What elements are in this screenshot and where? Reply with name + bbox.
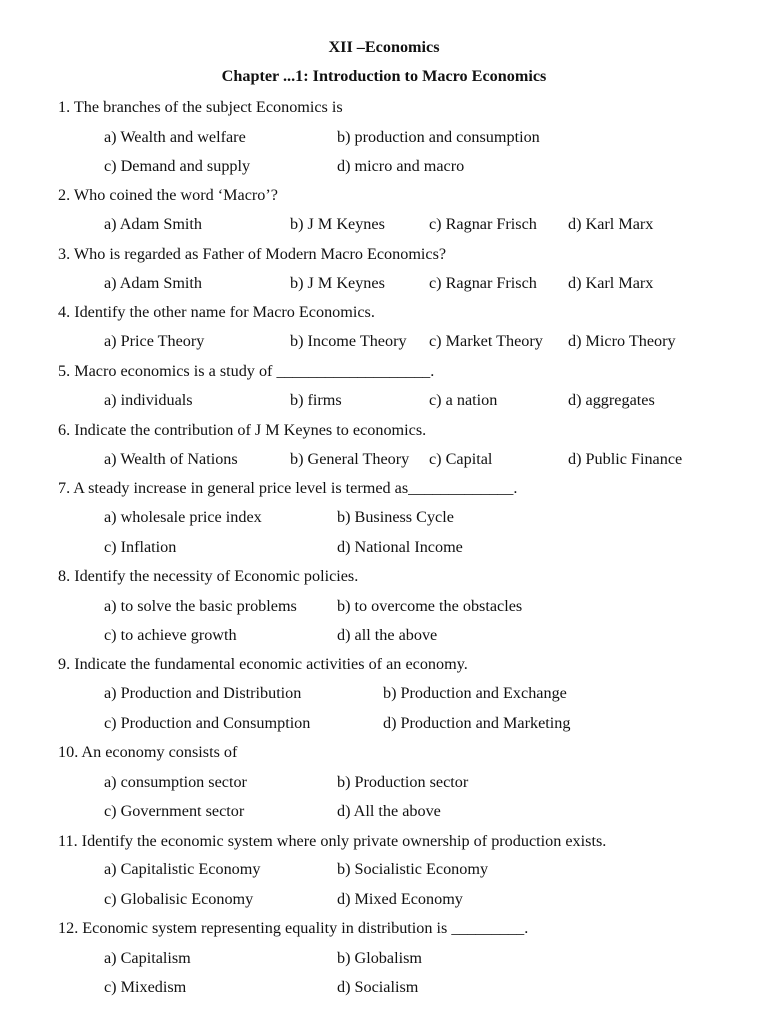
- question-12-option-d: d) Socialism: [337, 978, 419, 996]
- question-11-option-c: c) Globalisic Economy: [104, 890, 254, 908]
- question-9: 9. Indicate the fundamental economic activities of an economy.: [58, 655, 468, 673]
- question-5-option-b: b) firms: [290, 391, 342, 409]
- question-3-option-d: d) Karl Marx: [568, 274, 654, 292]
- question-2-option-b: b) J M Keynes: [290, 215, 385, 233]
- question-5-option-d: d) aggregates: [568, 391, 655, 409]
- question-9-option-d: d) Production and Marketing: [383, 714, 571, 732]
- question-7-option-d: d) National Income: [337, 538, 463, 556]
- question-1-option-a: a) Wealth and welfare: [104, 128, 246, 146]
- question-11-option-b: b) Socialistic Economy: [337, 860, 489, 878]
- question-10-option-b: b) Production sector: [337, 773, 469, 791]
- chapter-title: Chapter ...1: Introduction to Macro Economics: [221, 67, 547, 85]
- question-10: 10. An economy consists of: [58, 743, 238, 761]
- document-title: XII –Economics: [328, 38, 440, 56]
- question-12: 12. Economic system representing equality in distribution is _________.: [58, 919, 529, 937]
- question-11-option-a: a) Capitalistic Economy: [104, 860, 261, 878]
- question-3: 3. Who is regarded as Father of Modern Macro Economics?: [58, 245, 447, 263]
- question-3-option-b: b) J M Keynes: [290, 274, 385, 292]
- question-11: 11. Identify the economic system where only private ownership of production exists.: [58, 832, 607, 850]
- question-6: 6. Indicate the contribution of J M Keynes to economics.: [58, 421, 427, 439]
- question-3-option-a: a) Adam Smith: [104, 274, 203, 292]
- question-6-option-d: d) Public Finance: [568, 450, 683, 468]
- question-12-option-c: c) Mixedism: [104, 978, 187, 996]
- question-3-option-c: c) Ragnar Frisch: [429, 274, 537, 292]
- question-8-option-c: c) to achieve growth: [104, 626, 237, 644]
- question-10-option-a: a) consumption sector: [104, 773, 247, 791]
- question-7-option-c: c) Inflation: [104, 538, 177, 556]
- question-8: 8. Identify the necessity of Economic policies.: [58, 567, 359, 585]
- question-6-option-c: c) Capital: [429, 450, 493, 468]
- question-9-option-a: a) Production and Distribution: [104, 684, 302, 702]
- question-8-option-d: d) all the above: [337, 626, 438, 644]
- question-2-option-a: a) Adam Smith: [104, 215, 203, 233]
- question-1-option-c: c) Demand and supply: [104, 157, 251, 175]
- question-2-option-c: c) Ragnar Frisch: [429, 215, 537, 233]
- question-1-option-d: d) micro and macro: [337, 157, 465, 175]
- question-12-option-b: b) Globalism: [337, 949, 422, 967]
- question-4-option-a: a) Price Theory: [104, 332, 205, 350]
- question-12-option-a: a) Capitalism: [104, 949, 191, 967]
- question-8-option-b: b) to overcome the obstacles: [337, 597, 523, 615]
- question-4-option-b: b) Income Theory: [290, 332, 407, 350]
- question-1: 1. The branches of the subject Economics is: [58, 98, 343, 116]
- question-4-option-c: c) Market Theory: [429, 332, 543, 350]
- question-2: 2. Who coined the word ‘Macro’?: [58, 186, 278, 204]
- question-10-option-c: c) Government sector: [104, 802, 245, 820]
- question-4-option-d: d) Micro Theory: [568, 332, 676, 350]
- question-6-option-a: a) Wealth of Nations: [104, 450, 238, 468]
- question-7-option-a: a) wholesale price index: [104, 508, 262, 526]
- question-5: 5. Macro economics is a study of ___________________.: [58, 362, 435, 380]
- question-7: 7. A steady increase in general price level is termed as_____________.: [58, 479, 518, 497]
- question-10-option-d: d) All the above: [337, 802, 441, 820]
- question-9-option-b: b) Production and Exchange: [383, 684, 567, 702]
- question-5-option-c: c) a nation: [429, 391, 498, 409]
- question-2-option-d: d) Karl Marx: [568, 215, 654, 233]
- question-7-option-b: b) Business Cycle: [337, 508, 454, 526]
- question-5-option-a: a) individuals: [104, 391, 193, 409]
- question-8-option-a: a) to solve the basic problems: [104, 597, 297, 615]
- question-11-option-d: d) Mixed Economy: [337, 890, 463, 908]
- question-4: 4. Identify the other name for Macro Economics.: [58, 303, 375, 321]
- question-6-option-b: b) General Theory: [290, 450, 410, 468]
- question-1-option-b: b) production and consumption: [337, 128, 540, 146]
- question-9-option-c: c) Production and Consumption: [104, 714, 311, 732]
